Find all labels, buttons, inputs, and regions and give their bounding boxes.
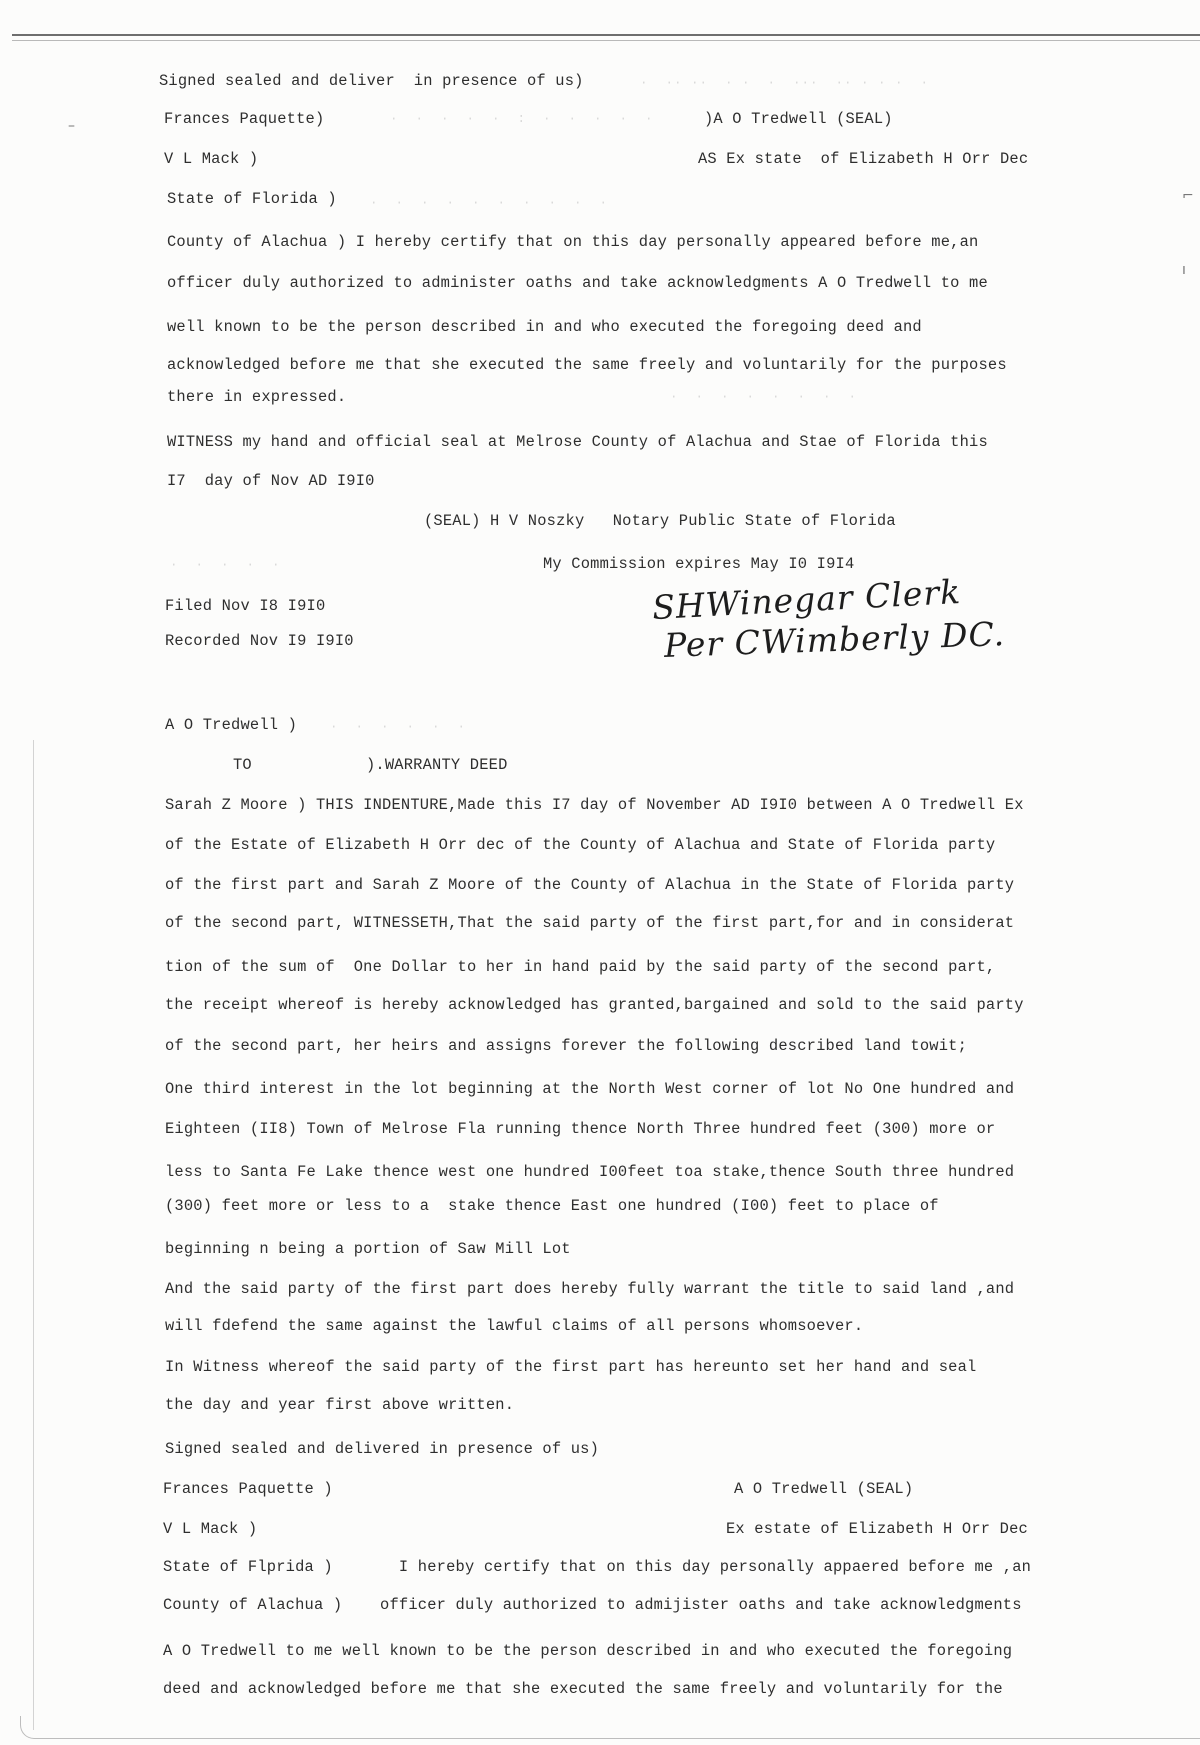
signed-sealed-line: Signed sealed and delivered in presence of us) — [165, 1440, 600, 1458]
bleed-through-text: · · · · · — [170, 558, 281, 572]
deed-body-line: One third interest in the lot beginning at the North West corner of lot No One hundred and — [165, 1080, 1015, 1098]
grantor-signature: A O Tredwell (SEAL) — [734, 1480, 914, 1498]
warranty-clause-line: will fdefend the same against the lawful claims of all persons whomsoever. — [165, 1317, 864, 1335]
grantor-caption: A O Tredwell ) — [165, 716, 298, 734]
acknowledgment-line: deed and acknowledged before me that she executed the same freely and voluntarily for the — [163, 1680, 1003, 1698]
acknowledgment-line: officer duly authorized to administer oaths and take acknowledgments A O Tredwell to me — [167, 274, 988, 292]
page-corner-curl — [20, 1716, 35, 1739]
deed-body-line: tion of the sum of One Dollar to her in hand paid by the said party of the second part, — [165, 958, 996, 976]
notary-signature: (SEAL) H V Noszky Notary Public State of Florida — [424, 512, 896, 530]
signed-sealed-line: Signed sealed and deliver in presence of us) — [159, 72, 584, 90]
filed-date: Filed Nov I8 I9I0 — [165, 597, 326, 615]
bleed-through-text: · · · · · · · · · · — [370, 196, 609, 210]
margin-mark: – — [68, 118, 75, 134]
witness-name: Frances Paquette ) — [163, 1480, 333, 1498]
recorded-date: Recorded Nov I9 I9I0 — [165, 632, 354, 650]
grantor-title: AS Ex state of Elizabeth H Orr Dec — [698, 150, 1029, 168]
clerk-signature: SHWinegar Clerk — [651, 571, 963, 628]
bleed-through-text: · · · · · · · · — [670, 390, 858, 404]
bleed-through-text: · · · · · · — [330, 720, 467, 734]
deed-title: ).WARRANTY DEED — [366, 756, 508, 774]
witness-name: V L Mack ) — [163, 1520, 258, 1538]
acknowledgment-line: County of Alachua ) officer duly authorized to admijister oaths and take acknowledgments — [163, 1596, 1022, 1614]
acknowledgment-line: well known to be the person described in and who executed the foregoing deed and — [167, 318, 922, 336]
deed-body-line: Sarah Z Moore ) THIS INDENTURE,Made this I7 day of November AD I9I0 between A O Tredwell Ex — [165, 796, 1024, 814]
deed-body-line: of the second part, her heirs and assigns forever the following described land towit; — [165, 1037, 968, 1055]
witness-name: Frances Paquette) — [164, 110, 325, 128]
deed-body-line: of the second part, WITNESSETH,That the said party of the first part,for and in considerat — [165, 914, 1015, 932]
acknowledgment-line: State of Flprida ) I hereby certify that on this day personally appaered before me ,an — [163, 1558, 1032, 1576]
grantor-signature: )A O Tredwell (SEAL) — [704, 110, 893, 128]
warranty-clause-line: And the said party of the first part does hereby fully warrant the title to said land ,and — [165, 1280, 1015, 1298]
bleed-through-text: · · · · · : · · · · · — [390, 112, 654, 126]
deed-body-line: of the Estate of Elizabeth H Orr dec of the County of Alachua and State of Florida party — [165, 836, 996, 854]
state-caption: State of Florida ) — [167, 190, 337, 208]
top-rule — [12, 34, 1200, 36]
deed-body-line: (300) feet more or less to a stake thence East one hundred (I00) feet to place of — [165, 1197, 939, 1215]
to-caption: TO — [233, 756, 252, 774]
deed-body-line: of the first part and Sarah Z Moore of the County of Alachua in the State of Florida party — [165, 876, 1015, 894]
top-rule-secondary — [12, 40, 1200, 41]
bottom-rule — [34, 1738, 1200, 1739]
acknowledgment-line: acknowledged before me that she executed the same freely and voluntarily for the purposes — [167, 356, 1007, 374]
margin-mark: ı — [1182, 262, 1186, 278]
deed-body-line: the receipt whereof is hereby acknowledged has granted,bargained and sold to the said party — [165, 996, 1024, 1014]
acknowledgment-line: there in expressed. — [167, 388, 347, 406]
deed-body-line: Eighteen (II8) Town of Melrose Fla running thence North Three hundred feet (300) more or — [165, 1120, 996, 1138]
in-witness-line: In Witness whereof the said party of the first part has hereunto set her hand and seal — [165, 1358, 977, 1376]
margin-mark: ⌐ — [1182, 188, 1194, 204]
grantor-title: Ex estate of Elizabeth H Orr Dec — [726, 1520, 1028, 1538]
deed-body-line: less to Santa Fe Lake thence west one hundred I00feet toa stake,thence South three hundred — [165, 1163, 1015, 1181]
acknowledgment-line: A O Tredwell to me well known to be the person described in and who executed the foregoing — [163, 1642, 1013, 1660]
witness-clause: WITNESS my hand and official seal at Melrose County of Alachua and Stae of Florida this — [167, 433, 988, 451]
deed-body-line: beginning n being a portion of Saw Mill Lot — [165, 1240, 571, 1258]
commission-expiry: My Commission expires May I0 I9I4 — [543, 555, 855, 573]
witness-name: V L Mack ) — [164, 150, 259, 168]
date-line: I7 day of Nov AD I9I0 — [167, 472, 375, 490]
deputy-clerk-signature: Per CWimberly DC. — [663, 614, 1006, 665]
left-margin-line — [33, 740, 34, 1730]
in-witness-line: the day and year first above written. — [165, 1396, 515, 1414]
acknowledgment-line: County of Alachua ) I hereby certify that on this day personally appeared before me,an — [167, 233, 979, 251]
bleed-through-text: · ·· ·· · · · ··· ·· · · · · — [640, 76, 930, 90]
